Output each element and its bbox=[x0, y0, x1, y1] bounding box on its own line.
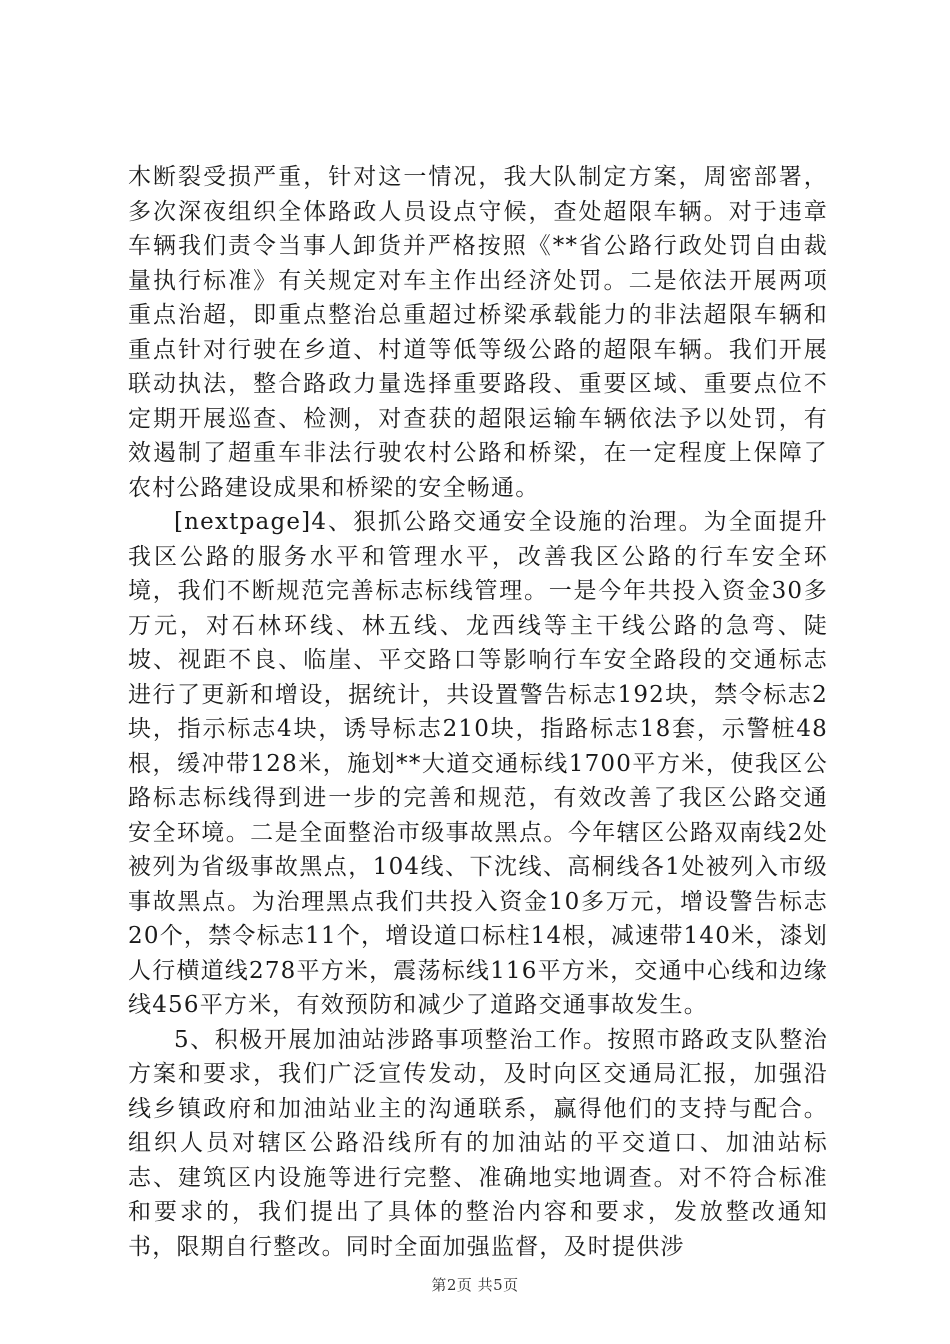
body-paragraph: 木断裂受损严重，针对这一情况，我大队制定方案，周密部署，多次深夜组织全体路政人员设点守候，查处超限车辆。对于违章车辆我们责令当事人卸货并严格按照《**省公路行政处罚自由裁量执行标准》有关规定对车主作出经济处罚。二是依法开展两项重点治超，即重点整治总重超过桥梁承载能力的非法超限车辆和重点针对行驶在乡道、村道等低等级公路的超限车辆。我们开展联动执法，整合路政力量选择重要路段、重要区域、重要点位不定期开展巡查、检测，对查获的超限运输车辆依法予以处罚，有效遏制了超重车非法行驶农村公路和桥梁，在一定程度上保障了农村公路建设成果和桥梁的安全畅通。 bbox=[128, 164, 828, 501]
body-paragraph: [nextpage]4、狠抓公路交通安全设施的治理。为全面提升我区公路的服务水平和管理水平，改善我区公路的行车安全环境，我们不断规范完善标志标线管理。一是今年共投入资金30多万元，对石林环线、林五线、龙西线等主干线公路的急弯、陡坡、视距不良、临崖、平交路口等影响行车安全路段的交通标志进行了更新和增设，据统计，共设置警告标志192块，禁令标志2块，指示标志4块，诱导标志210块，指路标志18套，示警桩48根，缓冲带128米，施划**大道交通标线1700平方米，使我区公路标志标线得到进一步的完善和规范，有效改善了我区公路交通安全环境。二是全面整治市级事故黑点。今年辖区公路双南线2处被列为省级事故黑点，104线、下沈线、高桐线各1处被列入市级事故黑点。为治理黑点我们共投入资金10多万元，增设警告标志20个，禁令标志11个，增设道口标柱14根，减速带140米，漆划人行横道线278平方米，震荡标线116平方米，交通中心线和边缘线456平方米，有效预防和减少了道路交通事故发生。 bbox=[128, 509, 828, 1018]
document-body bbox=[128, 160, 828, 1264]
page-number-footer: 第2页 共5页 bbox=[431, 1276, 519, 1294]
body-paragraph: 5、积极开展加油站涉路事项整治工作。按照市路政支队整治方案和要求，我们广泛宣传发动，及时向区交通局汇报，加强沿线乡镇政府和加油站业主的沟通联系，赢得他们的支持与配合。组织人员对辖区公路沿线所有的加油站的平交道口、加油站标志、建筑区内设施等进行完整、准确地实地调查。对不符合标准和要求的，我们提出了具体的整治内容和要求，发放整改通知书，限期自行整改。同时全面加强监督，及时提供涉 bbox=[128, 1026, 828, 1260]
